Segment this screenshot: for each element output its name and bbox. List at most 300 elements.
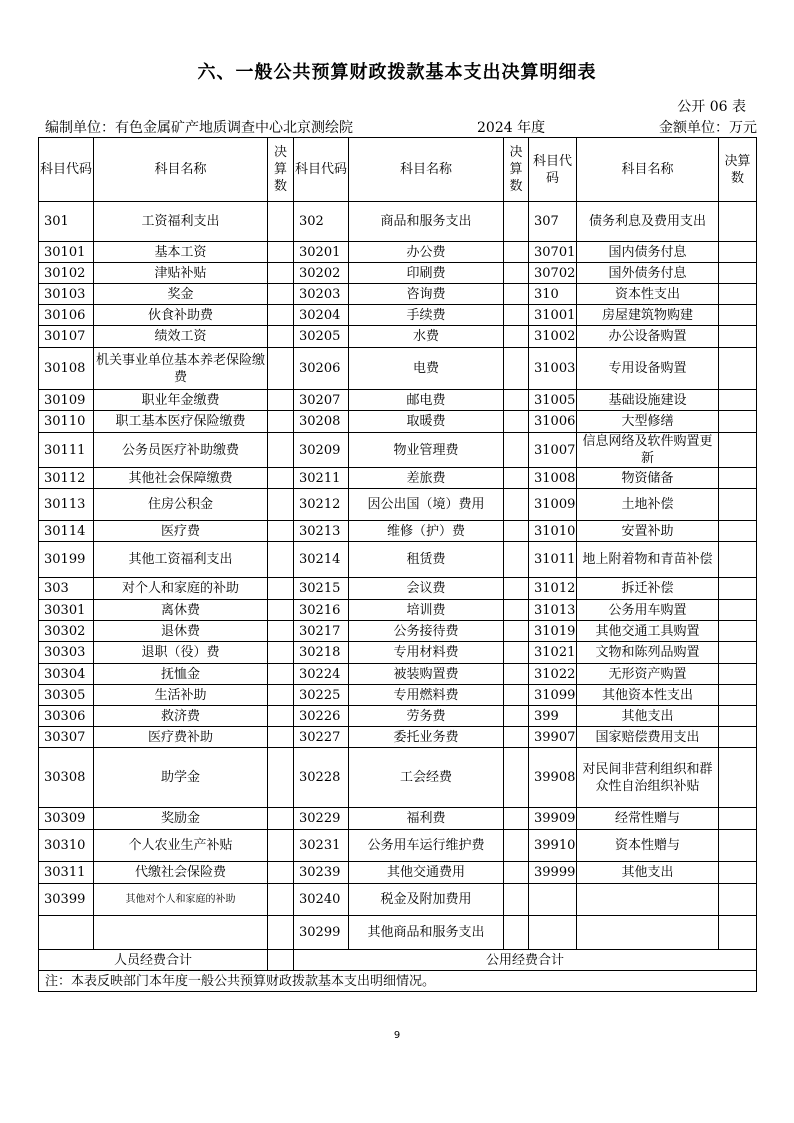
subject-code: 30102: [39, 263, 94, 284]
totals-row: [39, 950, 757, 971]
subject-name: 房屋建筑物购建: [577, 305, 719, 326]
subject-code: 307: [529, 202, 577, 242]
subject-name: 其他社会保障缴费: [94, 468, 268, 489]
table-row: [39, 685, 757, 706]
subject-code: 30306: [39, 706, 94, 727]
subject-code: 30109: [39, 390, 94, 411]
subject-name: 基础设施建设: [577, 390, 719, 411]
table-row: [39, 808, 757, 830]
subject-name: 其他对个人和家庭的补助: [94, 884, 268, 916]
table-row: [39, 862, 757, 884]
subject-name: 公务接待费: [349, 621, 504, 642]
subject-name: 退休费: [94, 621, 268, 642]
subject-code: 303: [39, 578, 94, 600]
table-row: [39, 884, 757, 916]
subject-name: 抚恤金: [94, 664, 268, 685]
subject-name: 维修（护）费: [349, 521, 504, 542]
final-amount: [504, 326, 529, 348]
table-row: [39, 748, 757, 808]
subject-code: 30231: [294, 830, 349, 862]
subject-code: 39908: [529, 748, 577, 808]
final-amount: [719, 884, 757, 916]
subject-code: 30311: [39, 862, 94, 884]
subject-name: 离休费: [94, 600, 268, 621]
subject-name: 水费: [349, 326, 504, 348]
subject-code: 30106: [39, 305, 94, 326]
table-row: [39, 621, 757, 642]
col-header-code: 科目代码: [529, 138, 577, 202]
subject-name: 其他支出: [577, 706, 719, 727]
subject-name: 伙食补助费: [94, 305, 268, 326]
subject-name: 商品和服务支出: [349, 202, 504, 242]
final-amount: [268, 830, 294, 862]
page-number: 9: [393, 1030, 401, 1041]
personnel-total-label: 人员经费合计: [39, 950, 268, 971]
col-header-amount: 决算数: [504, 138, 529, 202]
subject-name: 文物和陈列品购置: [577, 642, 719, 664]
subject-code: 30299: [294, 916, 349, 950]
table-row: [39, 706, 757, 727]
subject-code: 30701: [529, 242, 577, 263]
subject-name: 其他交通工具购置: [577, 621, 719, 642]
final-amount: [719, 685, 757, 706]
subject-name: 会议费: [349, 578, 504, 600]
final-amount: [504, 348, 529, 390]
subject-code: 302: [294, 202, 349, 242]
table-row: [39, 263, 757, 284]
final-amount: [268, 433, 294, 468]
subject-name: 经常性赠与: [577, 808, 719, 830]
subject-name: 差旅费: [349, 468, 504, 489]
table-row: [39, 489, 757, 521]
subject-name: 咨询费: [349, 284, 504, 305]
subject-name: 津贴补贴: [94, 263, 268, 284]
subject-code: 30216: [294, 600, 349, 621]
final-amount: [719, 348, 757, 390]
fiscal-year: 2024 年度: [477, 120, 546, 136]
subject-name: 办公设备购置: [577, 326, 719, 348]
subject-code: 31011: [529, 542, 577, 578]
subject-code: 30225: [294, 685, 349, 706]
subject-code: 30108: [39, 348, 94, 390]
final-amount: [504, 284, 529, 305]
final-amount: [268, 862, 294, 884]
subject-code: 30239: [294, 862, 349, 884]
subject-code: 31022: [529, 664, 577, 685]
subject-code: 30217: [294, 621, 349, 642]
subject-code: 30224: [294, 664, 349, 685]
subject-code: 30305: [39, 685, 94, 706]
subject-name: 拆迁补偿: [577, 578, 719, 600]
subject-code: 30107: [39, 326, 94, 348]
table-note: 注：本表反映部门本年度一般公共预算财政拨款基本支出明细情况。: [39, 971, 757, 992]
subject-code: 30203: [294, 284, 349, 305]
subject-name: 印刷费: [349, 263, 504, 284]
subject-code: 39907: [529, 727, 577, 748]
subject-code: 30304: [39, 664, 94, 685]
table-row: [39, 390, 757, 411]
col-header-name: 科目名称: [349, 138, 504, 202]
subject-name: 租赁费: [349, 542, 504, 578]
subject-code: 30302: [39, 621, 94, 642]
money-unit: 金额单位：万元: [659, 120, 757, 136]
subject-name: 对民间非营利组织和群众性自治组织补贴: [577, 748, 719, 808]
subject-code: 30201: [294, 242, 349, 263]
final-amount: [268, 348, 294, 390]
final-amount: [719, 521, 757, 542]
col-header-code: 科目代码: [39, 138, 94, 202]
subject-name: 委托业务费: [349, 727, 504, 748]
subject-code: 30209: [294, 433, 349, 468]
final-amount: [504, 862, 529, 884]
subject-code: 30399: [39, 884, 94, 916]
subject-code: 30208: [294, 411, 349, 433]
final-amount: [719, 542, 757, 578]
final-amount: [268, 600, 294, 621]
subject-name: 其他支出: [577, 862, 719, 884]
subject-code: 31006: [529, 411, 577, 433]
final-amount: [268, 642, 294, 664]
subject-name: [94, 916, 268, 950]
subject-code: [529, 884, 577, 916]
final-amount: [504, 305, 529, 326]
subject-code: 31021: [529, 642, 577, 664]
subject-code: 30310: [39, 830, 94, 862]
final-amount: [504, 242, 529, 263]
final-amount: [504, 884, 529, 916]
col-header-name: 科目名称: [577, 138, 719, 202]
subject-name: 土地补偿: [577, 489, 719, 521]
subject-code: 31099: [529, 685, 577, 706]
subject-code: 30113: [39, 489, 94, 521]
subject-name: 物资储备: [577, 468, 719, 489]
final-amount: [719, 642, 757, 664]
table-row: [39, 600, 757, 621]
subject-name: 因公出国（境）费用: [349, 489, 504, 521]
final-amount: [504, 916, 529, 950]
subject-name: 被装购置费: [349, 664, 504, 685]
subject-name: 办公费: [349, 242, 504, 263]
note-row: [39, 971, 757, 992]
subject-code: 30101: [39, 242, 94, 263]
table-row: [39, 242, 757, 263]
subject-name: 职工基本医疗保险缴费: [94, 411, 268, 433]
table-row: [39, 916, 757, 950]
final-amount: [268, 326, 294, 348]
final-amount: [719, 468, 757, 489]
subject-name: 绩效工资: [94, 326, 268, 348]
final-amount: [504, 578, 529, 600]
final-amount: [268, 202, 294, 242]
final-amount: [268, 411, 294, 433]
subject-name: 地上附着物和青苗补偿: [577, 542, 719, 578]
subject-name: 公务员医疗补助缴费: [94, 433, 268, 468]
subject-code: 30212: [294, 489, 349, 521]
subject-name: 信息网络及软件购置更新: [577, 433, 719, 468]
table-row: [39, 468, 757, 489]
subject-name: 无形资产购置: [577, 664, 719, 685]
final-amount: [719, 727, 757, 748]
subject-code: 30229: [294, 808, 349, 830]
subject-name: 公务用车购置: [577, 600, 719, 621]
subject-code: 30207: [294, 390, 349, 411]
subject-code: 301: [39, 202, 94, 242]
subject-name: 取暖费: [349, 411, 504, 433]
final-amount: [268, 468, 294, 489]
subject-code: 30240: [294, 884, 349, 916]
subject-code: 30111: [39, 433, 94, 468]
subject-name: 国内债务付息: [577, 242, 719, 263]
subject-name: 资本性支出: [577, 284, 719, 305]
final-amount: [504, 489, 529, 521]
final-amount: [719, 621, 757, 642]
subject-code: 30110: [39, 411, 94, 433]
subject-name: 退职（役）费: [94, 642, 268, 664]
final-amount: [504, 600, 529, 621]
final-amount: [504, 685, 529, 706]
final-amount: [268, 521, 294, 542]
table-row: [39, 521, 757, 542]
final-amount: [504, 706, 529, 727]
subject-name: 劳务费: [349, 706, 504, 727]
subject-code: 39999: [529, 862, 577, 884]
subject-name: 个人农业生产补贴: [94, 830, 268, 862]
subject-name: 专用设备购置: [577, 348, 719, 390]
subject-code: 31010: [529, 521, 577, 542]
subject-name: 物业管理费: [349, 433, 504, 468]
final-amount: [719, 326, 757, 348]
subject-code: 30199: [39, 542, 94, 578]
table-row: [39, 202, 757, 242]
subject-code: [39, 916, 94, 950]
final-amount: [504, 411, 529, 433]
final-amount: [719, 830, 757, 862]
final-amount: [719, 862, 757, 884]
final-amount: [268, 305, 294, 326]
subject-name: 其他资本性支出: [577, 685, 719, 706]
subject-code: 30228: [294, 748, 349, 808]
final-amount: [719, 808, 757, 830]
subject-name: 国外债务付息: [577, 263, 719, 284]
final-amount: [504, 521, 529, 542]
final-amount: [504, 433, 529, 468]
subject-name: 救济费: [94, 706, 268, 727]
table-row: [39, 348, 757, 390]
subject-code: 30112: [39, 468, 94, 489]
subject-code: 399: [529, 706, 577, 727]
subject-name: 税金及附加费用: [349, 884, 504, 916]
subject-name: 医疗费: [94, 521, 268, 542]
final-amount: [504, 727, 529, 748]
subject-code: 31012: [529, 578, 577, 600]
final-amount: [268, 664, 294, 685]
subject-name: 其他工资福利支出: [94, 542, 268, 578]
subject-name: 工资福利支出: [94, 202, 268, 242]
subject-name: 奖励金: [94, 808, 268, 830]
subject-code: 31013: [529, 600, 577, 621]
final-amount: [719, 664, 757, 685]
col-header-code: 科目代码: [294, 138, 349, 202]
final-amount: [719, 916, 757, 950]
subject-code: 30204: [294, 305, 349, 326]
subject-code: 31007: [529, 433, 577, 468]
subject-code: 30301: [39, 600, 94, 621]
subject-code: 30211: [294, 468, 349, 489]
final-amount: [504, 621, 529, 642]
subject-code: 30308: [39, 748, 94, 808]
final-amount: [268, 489, 294, 521]
subject-name: 助学金: [94, 748, 268, 808]
table-row: [39, 284, 757, 305]
subject-name: 专用燃料费: [349, 685, 504, 706]
subject-name: [577, 916, 719, 950]
subject-code: 30214: [294, 542, 349, 578]
table-row: [39, 433, 757, 468]
final-amount: [504, 542, 529, 578]
subject-code: 31008: [529, 468, 577, 489]
final-amount: [719, 202, 757, 242]
final-amount: [719, 706, 757, 727]
subject-code: 30213: [294, 521, 349, 542]
col-header-amount: 决算数: [268, 138, 294, 202]
final-amount: [504, 202, 529, 242]
final-amount: [719, 305, 757, 326]
final-amount: [719, 489, 757, 521]
subject-name: 大型修缮: [577, 411, 719, 433]
subject-name: 资本性赠与: [577, 830, 719, 862]
subject-code: 30307: [39, 727, 94, 748]
subject-code: 30303: [39, 642, 94, 664]
final-amount: [719, 263, 757, 284]
subject-name: 手续费: [349, 305, 504, 326]
table-row: [39, 411, 757, 433]
subject-name: 对个人和家庭的补助: [94, 578, 268, 600]
final-amount: [719, 242, 757, 263]
table-row: [39, 642, 757, 664]
subject-name: 机关事业单位基本养老保险缴费: [94, 348, 268, 390]
final-amount: [719, 284, 757, 305]
subject-code: 39910: [529, 830, 577, 862]
subject-name: 基本工资: [94, 242, 268, 263]
final-amount: [504, 263, 529, 284]
final-amount: [719, 433, 757, 468]
subject-name: 奖金: [94, 284, 268, 305]
subject-code: 30202: [294, 263, 349, 284]
subject-code: 31003: [529, 348, 577, 390]
subject-code: 30218: [294, 642, 349, 664]
col-header-name: 科目名称: [94, 138, 268, 202]
subject-name: 国家赔偿费用支出: [577, 727, 719, 748]
subject-name: 邮电费: [349, 390, 504, 411]
subject-name: 代缴社会保险费: [94, 862, 268, 884]
final-amount: [268, 916, 294, 950]
table-row: [39, 664, 757, 685]
subject-code: 30206: [294, 348, 349, 390]
subject-code: [529, 916, 577, 950]
personnel-total-value: [268, 950, 294, 971]
final-amount: [268, 242, 294, 263]
final-amount: [504, 390, 529, 411]
final-amount: [268, 578, 294, 600]
final-amount: [719, 411, 757, 433]
subject-code: 30702: [529, 263, 577, 284]
final-amount: [504, 642, 529, 664]
subject-name: 专用材料费: [349, 642, 504, 664]
form-number: 公开 06 表: [677, 99, 746, 115]
subject-code: 30205: [294, 326, 349, 348]
table-row: [39, 727, 757, 748]
table-row: [39, 305, 757, 326]
subject-code: 30309: [39, 808, 94, 830]
subject-name: 安置补助: [577, 521, 719, 542]
final-amount: [268, 706, 294, 727]
final-amount: [268, 284, 294, 305]
subject-name: 医疗费补助: [94, 727, 268, 748]
subject-code: 30227: [294, 727, 349, 748]
table-row: [39, 578, 757, 600]
subject-name: 工会经费: [349, 748, 504, 808]
final-amount: [268, 685, 294, 706]
final-amount: [719, 748, 757, 808]
subject-code: 30103: [39, 284, 94, 305]
public-total-label: 公用经费合计: [294, 950, 757, 971]
subject-code: 310: [529, 284, 577, 305]
subject-name: 培训费: [349, 600, 504, 621]
final-amount: [268, 884, 294, 916]
subject-name: [577, 884, 719, 916]
subject-name: 住房公积金: [94, 489, 268, 521]
subject-name: 职业年金缴费: [94, 390, 268, 411]
subject-code: 30215: [294, 578, 349, 600]
subject-name: 公务用车运行维护费: [349, 830, 504, 862]
expenditure-detail-table: [38, 137, 757, 992]
subject-name: 生活补助: [94, 685, 268, 706]
subject-code: 31019: [529, 621, 577, 642]
final-amount: [504, 468, 529, 489]
subject-name: 电费: [349, 348, 504, 390]
final-amount: [504, 808, 529, 830]
subject-name: 其他商品和服务支出: [349, 916, 504, 950]
final-amount: [268, 263, 294, 284]
subject-code: 30114: [39, 521, 94, 542]
final-amount: [719, 600, 757, 621]
final-amount: [268, 727, 294, 748]
subject-code: 31009: [529, 489, 577, 521]
final-amount: [504, 748, 529, 808]
table-row: [39, 830, 757, 862]
subject-name: 其他交通费用: [349, 862, 504, 884]
subject-name: 福利费: [349, 808, 504, 830]
subject-code: 31002: [529, 326, 577, 348]
final-amount: [268, 808, 294, 830]
final-amount: [268, 621, 294, 642]
table-row: [39, 326, 757, 348]
subject-code: 31005: [529, 390, 577, 411]
final-amount: [719, 390, 757, 411]
final-amount: [504, 830, 529, 862]
col-header-amount: 决算数: [719, 138, 757, 202]
subject-code: 30226: [294, 706, 349, 727]
header-row: [39, 138, 757, 202]
subject-name: 债务利息及费用支出: [577, 202, 719, 242]
final-amount: [719, 578, 757, 600]
final-amount: [268, 542, 294, 578]
table-row: [39, 542, 757, 578]
final-amount: [268, 390, 294, 411]
final-amount: [268, 748, 294, 808]
final-amount: [504, 664, 529, 685]
subject-code: 31001: [529, 305, 577, 326]
